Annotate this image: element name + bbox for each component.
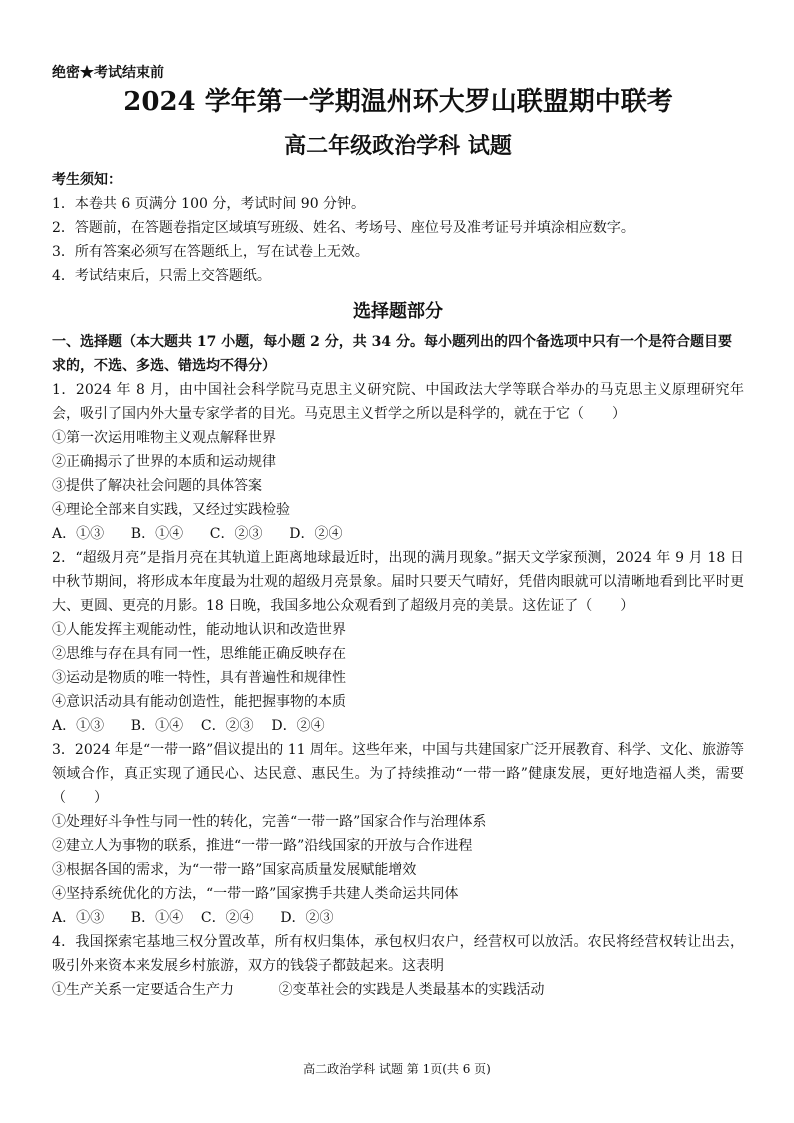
statement: ④意识活动具有能动创造性，能把握事物的本质 — [52, 694, 346, 710]
statement: ①人能发挥主观能动性，能动地认识和改造世界 — [52, 622, 346, 638]
page-footer: 高二政治学科 试题 第 1页(共 6 页) — [303, 1062, 491, 1076]
question-1 — [52, 378, 744, 546]
question-3 — [52, 738, 744, 930]
part-heading: 一、选择题（本大题共 17 小题，每小题 2 分，共 34 分。每小题列出的四个备选项中只有一个是符合题目要求的，不选、多选、错选均不得分） — [52, 334, 732, 374]
notice-item: 2．答题前，在答题卷指定区域填写班级、姓名、考场号、座位号及准考证号并填涂相应数字。 — [52, 220, 635, 236]
statement: ②建立人为事物的联系，推进“一带一路”沿线国家的开放与合作进程 — [52, 838, 473, 854]
notice-heading: 考生须知： — [52, 172, 122, 188]
answer-choices: A．①③ B．①④ C．②③ D．②④ — [52, 526, 343, 542]
notice-item: 4．考试结束后，只需上交答题纸。 — [52, 268, 271, 284]
statement: ③提供了解决社会问题的具体答案 — [52, 478, 262, 494]
exam-page — [52, 62, 744, 1002]
statement: ②思维与存在具有同一性，思维能正确反映存在 — [52, 646, 346, 662]
statement: ①第一次运用唯物主义观点解释世界 — [52, 430, 276, 446]
question-text: 2．“超级月亮”是指月亮在其轨道上距离地球最近时，出现的满月现象。”据天文学家预测，2024 年 9 月 18 日中秋节期间，将形成本年度最为壮观的超级月亮景象。届时只要天气晴好，凭借肉眼就可以清晰地看到比平时更大、更圆、更亮的月影。18 日晚，我国多地公众观看到了超级月亮的美景。这佐证了（ ） — [52, 550, 744, 614]
question-text: 3．2024 年是“一带一路”倡议提出的 11 周年。这些年来，中国与共建国家广泛开展教育、科学、文化、旅游等领域合作，真正实现了通民心、达民意、惠民生。为了持续推动“一带一路”健康发展，更好地造福人类，需要（ ） — [52, 742, 745, 806]
statement: ②正确揭示了世界的本质和运动规律 — [52, 454, 276, 470]
statement: ①生产关系一定要适合生产力 ②变革社会的实践是人类最基本的实践活动 — [52, 982, 545, 998]
answer-choices: A．①③ B．①④ C．②③ D．②④ — [52, 718, 325, 734]
question-text: 4．我国探索宅基地三权分置改革，所有权归集体，承包权归农户，经营权可以放活。农民将经营权转让出去，吸引外来资本来发展乡村旅游，双方的钱袋子都鼓起来。这表明 — [52, 934, 744, 974]
question-text: 1．2024 年 8 月，由中国社会科学院马克思主义研究院、中国政法大学等联合举办的马克思主义原理研究年会，吸引了国内外大量专家学者的目光。马克思主义哲学之所以是科学的，就在于它（ ） — [52, 382, 744, 422]
statement: ④坚持系统优化的方法，“一带一路”国家携手共建人类命运共同体 — [52, 886, 459, 902]
exam-title: 2024 学年第一学期温州环大罗山联盟期中联考 — [123, 87, 673, 117]
question-2 — [52, 546, 744, 738]
notice-item: 1．本卷共 6 页满分 100 分，考试时间 90 分钟。 — [52, 196, 366, 212]
statement: ③根据各国的需求，为“一带一路”国家高质量发展赋能增效 — [52, 862, 417, 878]
section-title: 选择题部分 — [353, 301, 443, 322]
statement: ④理论全部来自实践，又经过实践检验 — [52, 502, 290, 518]
statement: ③运动是物质的唯一特性，具有普遍性和规律性 — [52, 670, 346, 686]
question-4 — [52, 930, 744, 1002]
answer-choices: A．①③ B．①④ C．②④ D．②③ — [52, 910, 334, 926]
confidential-label: 绝密★考试结束前 — [52, 65, 164, 81]
notice-item: 3．所有答案必须写在答题纸上，写在试卷上无效。 — [52, 244, 369, 260]
statement: ①处理好斗争性与同一性的转化，完善“一带一路”国家合作与治理体系 — [52, 814, 487, 830]
exam-subtitle: 高二年级政治学科 试题 — [284, 133, 512, 159]
